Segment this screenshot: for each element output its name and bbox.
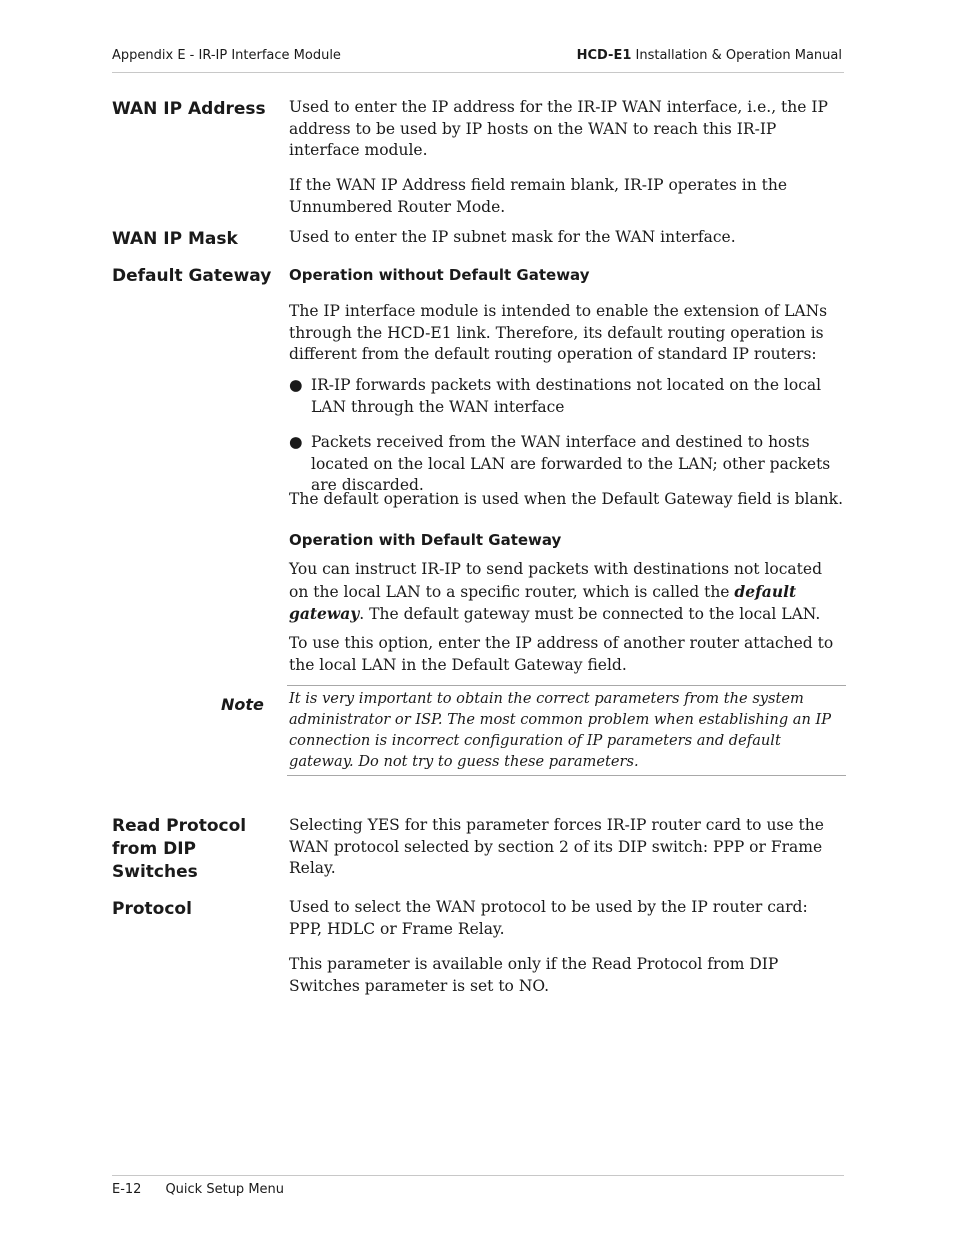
protocol-desc [289, 897, 844, 940]
wan-ip-address-note [289, 175, 844, 218]
term-read-protocol [112, 815, 246, 884]
page-header [112, 48, 842, 68]
subheading-without-gateway: Operation without Default Gateway [289, 266, 590, 284]
term-wan-ip-address: WAN IP Address [112, 99, 266, 119]
paragraph: Selecting YES for this parameter forces IR-IP router card to use the WAN protocol selected by section 2 of its DIP switch: PPP or Frame Relay. [289, 816, 824, 877]
footer-rule [112, 1175, 844, 1176]
header-rule [112, 72, 844, 73]
paragraph: To use this option, enter the IP address of another router attached to the local LAN in the Default Gateway field. [289, 634, 834, 674]
header-manual-title [577, 48, 842, 63]
default-operation-text [289, 489, 844, 511]
page-number: E-12 [112, 1182, 142, 1197]
note-text: It is very important to obtain the correct parameters from the system administrator or ISP. The most common problem when establishing an IP connection is incorrect configuration of IP parameters and default gateway. Do not try to guess these parameters. [289, 690, 832, 770]
term-wan-ip-mask: WAN IP Mask [112, 229, 238, 249]
paragraph: The default operation is used when the Default Gateway field is blank. [289, 490, 844, 508]
paragraph: This parameter is available only if the Read Protocol from DIP Switches parameter is set to NO. [289, 955, 779, 995]
bullet-icon: ● [289, 376, 303, 394]
with-gateway-usage [289, 633, 844, 676]
subheading-with-gateway: Operation with Default Gateway [289, 531, 562, 549]
with-gateway-desc [289, 559, 844, 626]
paragraph: Used to enter the IP subnet mask for the WAN interface. [289, 228, 736, 246]
header-chapter: Appendix E - IR-IP Interface Module [112, 48, 341, 63]
term-line: Read Protocol [112, 816, 247, 836]
paragraph: If the WAN IP Address field remain blank, IR-IP operates in the Unnumbered Router Mode. [289, 176, 788, 216]
read-protocol-desc [289, 815, 844, 880]
note-label: Note [221, 695, 264, 714]
wan-ip-address-desc [289, 97, 844, 162]
text-run: You can instruct IR-IP to send packets with destinations not located on the local LAN to a specific router, which is called the [289, 560, 822, 601]
list-item-text: Packets received from the WAN interface and destined to hosts located on the local LAN are forwarded to the LAN; other packets are discarded. [311, 433, 831, 494]
protocol-availability [289, 954, 844, 997]
paragraph: Used to enter the IP address for the IR-IP WAN interface, i.e., the IP address to be used by IP hosts on the WAN to reach this IR-IP interface module. [289, 98, 828, 159]
paragraph: The IP interface module is intended to enable the extension of LANs through the HCD-E1 link. Therefore, its default routing operation is different from the default routing operation of standard IP routers: [289, 302, 828, 363]
paragraph: Used to select the WAN protocol to be used by the IP router card: PPP, HDLC or Frame Relay. [289, 898, 808, 938]
default-gateway-intro [289, 301, 844, 366]
text-run: . The default gateway must be connected to the local LAN. [359, 605, 821, 623]
header-product: HCD-E1 [576, 48, 632, 63]
bullet-icon: ● [289, 433, 303, 451]
footer-section: Quick Setup Menu [165, 1182, 285, 1197]
emphasis-default-gateway: default gateway [289, 581, 797, 623]
list-item-text: IR-IP forwards packets with destinations not located on the local LAN through the WAN interface [311, 376, 822, 416]
wan-ip-mask-desc [289, 227, 844, 249]
paragraph [289, 559, 844, 626]
term-line: from DIP [112, 839, 196, 859]
term-protocol: Protocol [112, 899, 192, 919]
page-footer [112, 1182, 284, 1197]
term-default-gateway: Default Gateway [112, 266, 272, 286]
term-line: Switches [112, 862, 198, 882]
header-manual-name: Installation & Operation Manual [631, 48, 842, 63]
